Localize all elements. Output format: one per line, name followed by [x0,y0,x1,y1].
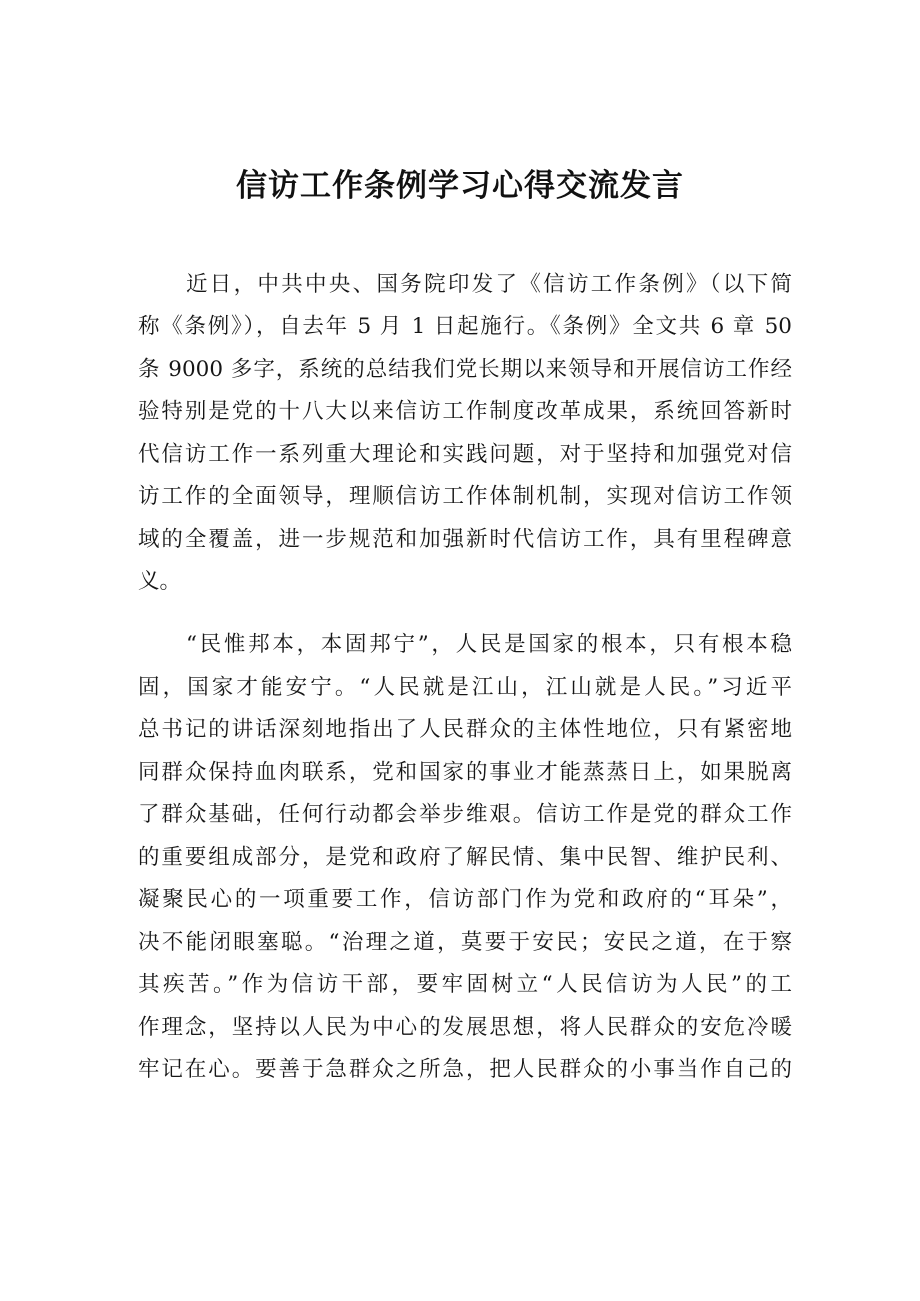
paragraph-1-line-8: 义。 [138,569,182,594]
paragraph-2-line-5: 了群众基础，任何行动都会举步维艰。信访工作是党的群众工作 [138,802,792,827]
paragraph-2-line-2: 固，国家才能安宁。“人民就是江山，江山就是人民。”习近平 [138,675,792,700]
paragraph-1-line-2: 称《条例》），自去年 5 月 1 日起施行。《条例》全文共 6 章 50 [138,314,792,339]
paragraph-2-line-10: 作理念，坚持以人民为中心的发展思想，将人民群众的安危冷暖 [138,1015,792,1040]
document-title: 信访工作条例学习心得交流发言 [236,168,684,204]
paragraph-2-line-7: 凝聚民心的一项重要工作，信访部门作为党和政府的“耳朵”， [138,887,792,912]
paragraph-2-line-3: 总书记的讲话深刻地指出了人民群众的主体性地位，只有紧密地 [138,717,792,742]
paragraph-1-line-4: 验特别是党的十八大以来信访工作制度改革成果，系统回答新时 [138,399,792,424]
paragraph-1-line-3: 条 9000 多字，系统的总结我们党长期以来领导和开展信访工作经 [138,357,792,382]
paragraph-2-line-8: 决不能闭眼塞聪。“治理之道，莫要于安民；安民之道，在于察 [138,930,792,955]
paragraph-1-line-6: 访工作的全面领导，理顺信访工作体制机制，实现对信访工作领 [138,484,792,509]
paragraph-1-line-7: 域的全覆盖，进一步规范和加强新时代信访工作，具有里程碑意 [138,527,792,552]
paragraph-2-line-6: 的重要组成部分，是党和政府了解民情、集中民智、维护民利、 [138,845,792,870]
paragraph-1-line-1: 近日，中共中央、国务院印发了《信访工作条例》（以下简 [186,272,792,297]
paragraph-2-line-11: 牢记在心。要善于急群众之所急，把人民群众的小事当作自己的 [138,1057,792,1082]
paragraph-2-line-1: “民惟邦本，本固邦宁”，人民是国家的根本，只有根本稳 [186,632,792,657]
paragraph-2-line-4: 同群众保持血肉联系，党和国家的事业才能蒸蒸日上，如果脱离 [138,760,792,785]
paragraph-2-line-9: 其疾苦。”作为信访干部，要牢固树立“人民信访为人民”的工 [138,972,792,997]
paragraph-1-line-5: 代信访工作一系列重大理论和实践问题，对于坚持和加强党对信 [138,442,792,467]
